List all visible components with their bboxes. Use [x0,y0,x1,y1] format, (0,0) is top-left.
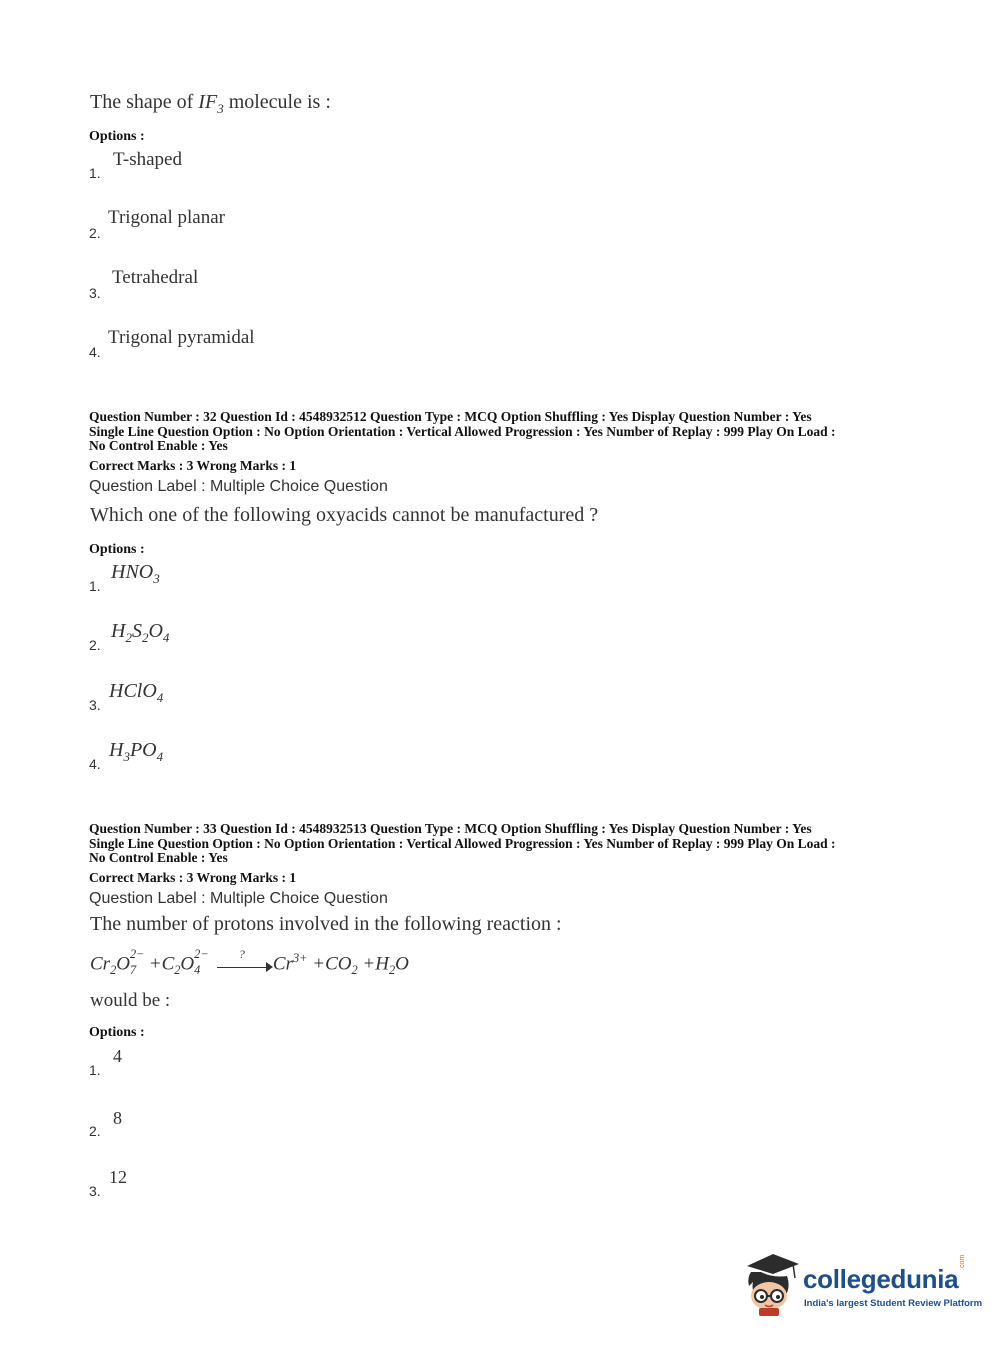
question-meta [89,822,836,866]
meta-line: Question Number : 33 Question Id : 4548932513 Question Type : MCQ Option Shuffling : Yes Display Question Number : Yes [89,821,812,836]
option-text[interactable]: 4 [113,1046,122,1066]
formula-subscript: 3 [153,571,160,586]
formula-part: PO [129,739,157,761]
formula-subscript: 4 [156,749,164,764]
question-label: Question Label : Multiple Choice Question [89,478,388,495]
eq-part: Cr [90,953,111,975]
eq-part: O [116,953,130,975]
marks-line: Correct Marks : 3 Wrong Marks : 1 [89,458,297,473]
option-number: 2. [89,225,101,241]
eq-sup: 2− [129,947,145,962]
mascot-icon [741,1248,801,1318]
eq-sub: 2 [351,963,358,978]
option-text[interactable]: 8 [113,1108,122,1128]
options-heading: Options : [89,1025,145,1040]
options-heading: Options : [89,129,145,144]
question-text: The number of protons involved in the following reaction : [90,913,562,935]
formula-part: S [131,620,142,642]
eq-sub: 7 [129,963,137,978]
formula-subscript: 2 [125,630,132,645]
eq-sup: 3+ [292,951,308,965]
formula-subscript: 3 [123,749,130,764]
option-formula[interactable] [109,680,163,706]
reaction-arrow [217,946,273,975]
question-text-prefix: The shape of [90,91,199,113]
arrow-label: ? [238,946,245,961]
option-number: 3. [89,285,101,301]
eq-sub: 4 [194,963,201,978]
logo-tagline: India's largest Student Review Platform [804,1298,983,1309]
formula-subscript: 2 [141,630,149,645]
marks-line: Correct Marks : 3 Wrong Marks : 1 [89,870,297,885]
option-formula[interactable] [111,620,169,646]
option-text[interactable]: Tetrahedral [112,267,199,288]
eq-sub: 2 [388,963,396,978]
logo-wordmark: collegedunia [803,1264,959,1294]
formula-subscript: 4 [162,630,170,645]
option-formula[interactable] [109,739,163,765]
eq-sup: 2− [194,947,209,962]
formula-part: H [109,739,124,761]
option-formula[interactable] [111,561,160,587]
eq-part: H [375,953,389,975]
meta-line: Single Line Question Option : No Option Orientation : Vertical Allowed Progression : Yes Number of Replay : 999 Play On Load : [89,835,836,851]
option-number: 1. [89,165,101,181]
eq-plus: + [362,953,376,975]
eq-part: C [161,953,175,975]
option-number: 1. [89,578,101,594]
question-text-suffix: would be : [90,990,171,1011]
eq-part: Cr [272,953,293,975]
formula-part: H [111,620,126,642]
molecule-formula: IF [198,91,218,113]
question-text: Which one of the following oxyacids cannot be manufactured ? [90,504,599,526]
meta-line: Question Number : 32 Question Id : 4548932512 Question Type : MCQ Option Shuffling : Yes Display Question Number : Yes [89,409,812,424]
option-number: 3. [89,1183,101,1199]
molecule-subscript: 3 [217,101,224,116]
question-label: Question Label : Multiple Choice Question [89,890,388,907]
eq-plus: + [312,953,326,975]
option-number: 3. [89,697,101,713]
question-text [90,91,331,117]
meta-line: Single Line Question Option : No Option Orientation : Vertical Allowed Progression : Yes Number of Replay : 999 Play On Load : [89,423,836,439]
option-text[interactable]: 12 [109,1167,127,1187]
formula-part: O [148,620,163,642]
option-number: 2. [89,1123,101,1139]
collegedunia-logo [741,1248,983,1318]
eq-part: O [395,953,409,975]
option-number: 4. [89,344,101,360]
option-number: 1. [89,1062,101,1078]
chemical-equation [90,946,409,978]
eq-sub: 2 [174,963,181,978]
formula-part: HNO [111,561,154,583]
formula-subscript: 4 [156,690,164,705]
eq-part: O [180,953,195,975]
option-text[interactable]: T-shaped [113,149,182,170]
question-meta [89,410,836,454]
meta-line: No Control Enable : Yes [89,850,228,865]
formula-part: HClO [109,680,157,702]
logo-com: .com [959,1254,966,1270]
option-number: 4. [89,756,101,772]
option-number: 2. [89,637,101,653]
eq-plus: + [148,953,162,975]
eq-part: CO [325,953,352,975]
options-heading: Options : [89,542,145,557]
meta-line: No Control Enable : Yes [89,438,228,453]
option-text[interactable]: Trigonal pyramidal [108,327,255,348]
eq-sub: 2 [110,963,117,978]
question-text-suffix: molecule is : [223,91,331,113]
option-text[interactable]: Trigonal planar [108,207,225,228]
